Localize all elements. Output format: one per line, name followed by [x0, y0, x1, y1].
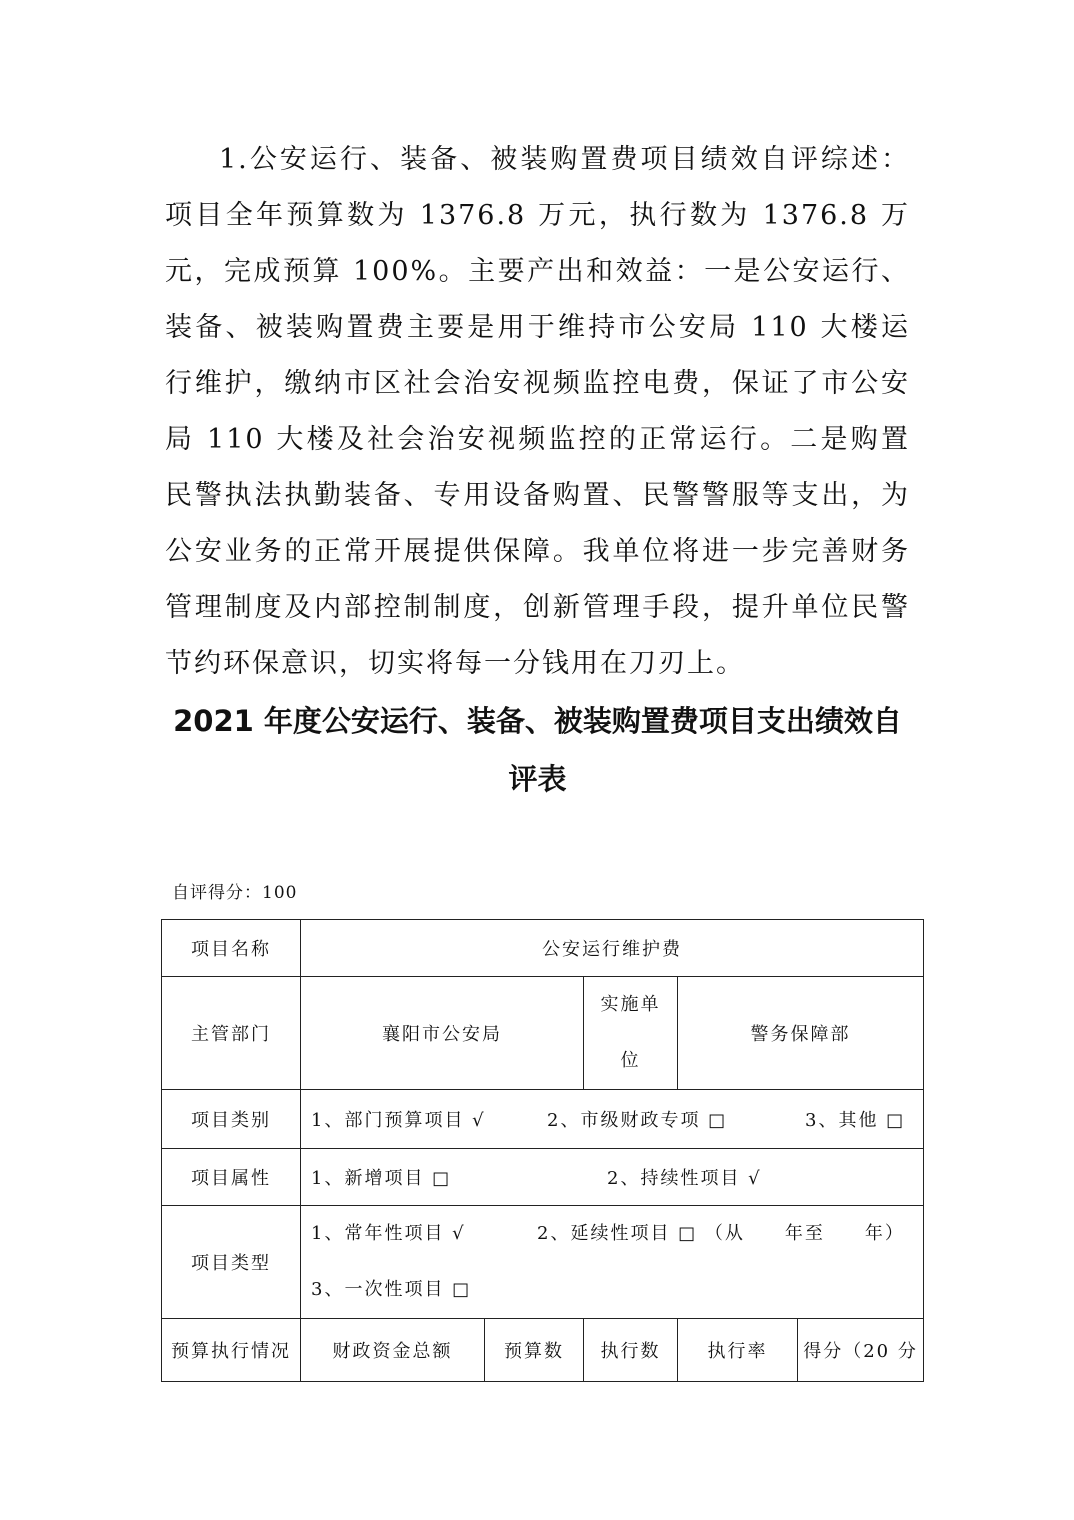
budget-col-rate: 执行率: [678, 1319, 798, 1382]
attr-label: 项目属性: [162, 1149, 301, 1206]
category-label: 项目类别: [162, 1090, 301, 1149]
dept-value: 襄阳市公安局: [301, 977, 584, 1090]
project-name-value: 公安运行维护费: [301, 920, 924, 977]
unit-value: 警务保障部: [678, 977, 924, 1090]
unit-label-text: 实施单位: [600, 994, 661, 1071]
type-option-annual: 1、常年性项目 √: [311, 1223, 466, 1244]
type-options-line-1: [311, 1206, 923, 1262]
budget-col-total-funds: 财政资金总额: [301, 1319, 485, 1382]
category-option-municipal-special: 2、市级财政专项 □: [547, 1110, 728, 1131]
type-option-extended: 2、延续性项目 □ （从 年至 年）: [537, 1223, 905, 1244]
budget-col-budget: 预算数: [485, 1319, 584, 1382]
budget-label: 预算执行情况: [162, 1319, 301, 1382]
unit-label: [584, 977, 678, 1090]
budget-col-score: 得分（20 分: [798, 1319, 924, 1382]
attr-option-new: 1、新增项目 □: [311, 1168, 452, 1189]
category-option-other: 3、其他 □: [805, 1110, 906, 1131]
table-row: [162, 977, 924, 1090]
summary-paragraph: 1.公安运行、装备、被装购置费项目绩效自评综述：项目全年预算数为 1376.8 万元，执行数为 1376.8 万元，完成预算 100%。主要产出和效益：一是公安运行、装备、被装购置费主要是用于维持市公安局 110 大楼运行维护，缴纳市区社会治安视频监控电费，保证了市公安局 110 大楼及社会治安视频监控的正常运行。二是购置民警执法执勤装备、专用设备购置、民警警服等支出，为公安业务的正常开展提供保障。我单位将进一步完善财务管理制度及内部控制制度，创新管理手段，提升单位民警节约环保意识，切实将每一分钱用在刀刃上。: [165, 144, 910, 679]
project-name-label: 项目名称: [162, 920, 301, 977]
budget-col-executed: 执行数: [584, 1319, 678, 1382]
dept-label: 主管部门: [162, 977, 301, 1090]
type-options: [301, 1206, 924, 1319]
table-row: [162, 1319, 924, 1382]
category-options: [301, 1090, 924, 1149]
category-option-dept-budget: 1、部门预算项目 √: [311, 1110, 486, 1131]
document-title: 2021 年度公安运行、装备、被装购置费项目支出绩效自评表: [173, 704, 902, 796]
table-row: [162, 1090, 924, 1149]
table-row: [162, 1206, 924, 1319]
table-row: [162, 1149, 924, 1206]
attr-options: [301, 1149, 924, 1206]
type-label: 项目类型: [162, 1206, 301, 1319]
table-row: [162, 920, 924, 977]
attr-option-continuing: 2、持续性项目 √: [607, 1168, 762, 1189]
performance-table: [161, 919, 924, 1382]
type-option-one-time: 3、一次性项目 □: [311, 1279, 472, 1300]
self-score: 自评得分：100: [172, 883, 298, 903]
